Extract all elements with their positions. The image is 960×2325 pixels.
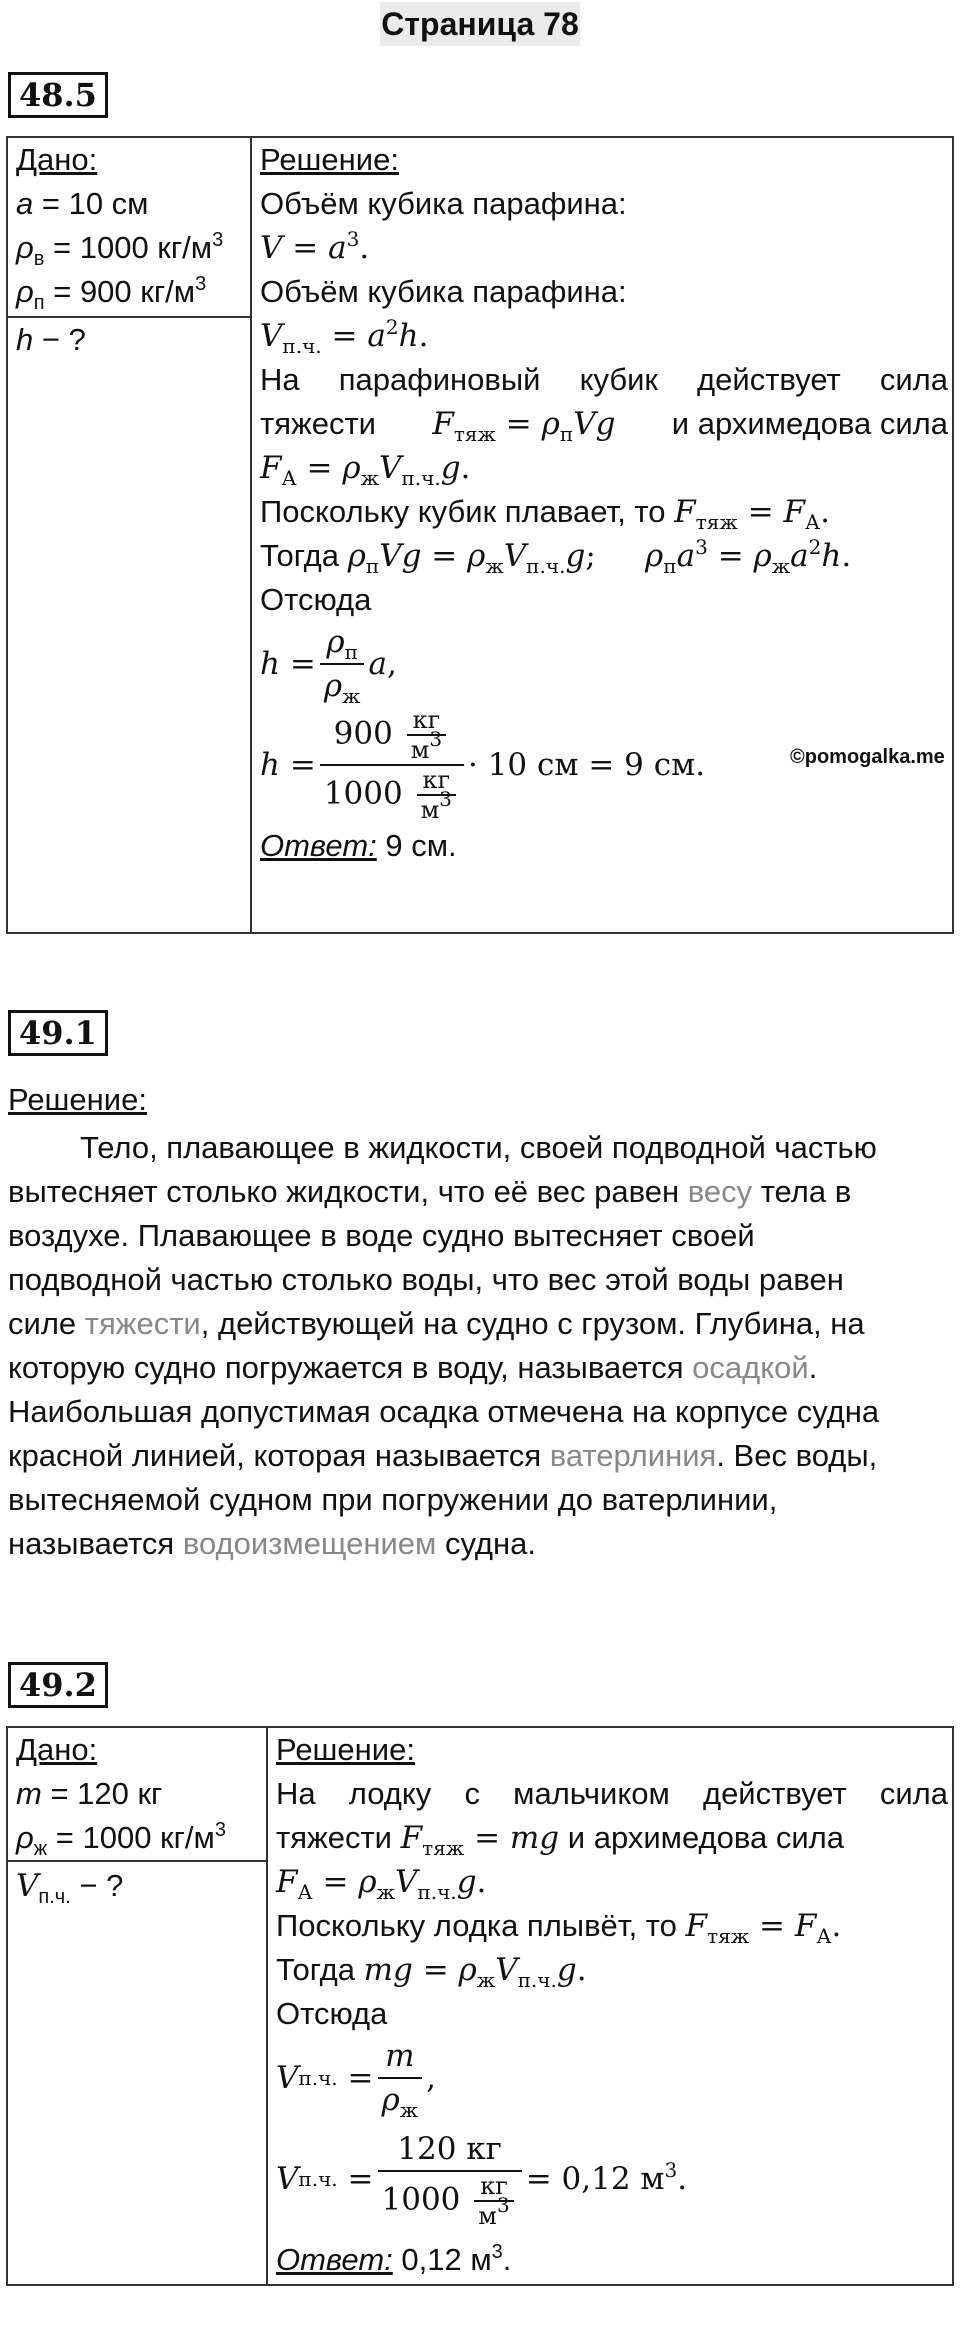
problem-49-2-table — [6, 1726, 954, 2286]
para-line: силе тяжести, действующей на судно с грузом. Глубина, на — [8, 1306, 865, 1341]
solution-text-gravity: тяжести $F_{тяж}$ = mg и архимедова сила — [276, 1820, 844, 1860]
para-line: вытесняемой судном при погружении до ватерлинии, — [8, 1482, 778, 1517]
para-line: которую судно погружается в воду, называется осадкой. — [8, 1350, 818, 1385]
solution-text: Объём кубика парафина: — [260, 186, 627, 221]
formula-volume: $V = a^3$. — [260, 227, 370, 266]
problem-48-5-table — [6, 136, 954, 934]
para-line: Наибольшая допустимая осадка отмечена на корпусе судна — [8, 1394, 880, 1429]
answer: Ответ: 9 см. — [260, 828, 457, 863]
solution-text: Отсюда — [260, 582, 372, 617]
formula-v-calc: V п.ч. = 120 кг 1000 $\frac{кг}{м^3}$ = 0,12 $м^3$. — [276, 2120, 948, 2238]
find-item: $V_{п.ч.}$ − ? — [16, 1868, 124, 1908]
para-line: Тело, плавающее в жидкости, своей подводной частью — [80, 1130, 877, 1165]
page-title: Страница 78 — [380, 2, 580, 46]
para-line: называется водоизмещением судна. — [8, 1526, 536, 1561]
find-item: h − ? — [16, 322, 86, 357]
given-title: Дано: — [16, 1732, 98, 1767]
given-block — [16, 138, 248, 362]
solution-title: Решение: — [276, 1732, 415, 1767]
given-item-a: a = 10 см — [16, 186, 149, 221]
solution-text-then: Тогда mg = $\rho_жV_{п.ч.}g$. — [276, 1952, 587, 1992]
formula-v: V п.ч. = $\frac{m}{\rho_ж}$ , — [276, 2036, 948, 2120]
problem-49-1-text — [8, 1078, 938, 1566]
given-title: Дано: — [16, 142, 98, 177]
solution-text: Отсюда — [276, 1996, 388, 2031]
given-item-rho-v: $\rho_в = 1000$ $кг/м^3$ — [16, 229, 224, 270]
given-item-rho-zh: $\rho_ж = 1000$ $кг/м^3$ — [16, 1819, 226, 1860]
formula-h: h = $\frac{\rho_п}{\rho_ж}$ a , — [260, 622, 948, 706]
given-item-rho-p: $\rho_п = 900$ $кг/м^3$ — [16, 273, 207, 314]
solution-text-float: Поскольку кубик плавает, то $F_{тяж} = F_А$. — [260, 494, 830, 534]
answer: Ответ: 0,12 $м^3$. — [276, 2241, 512, 2277]
solution-title: Решение: — [260, 142, 399, 177]
para-line: вытесняет столько жидкости, что её вес равен весу тела в — [8, 1174, 852, 1209]
given-block — [16, 1728, 264, 1908]
para-line: воздухе. Плавающее в воде судно вытесняет своей — [8, 1218, 755, 1253]
formula-submerged-volume: $V_{п.ч.} = a^2h$. — [260, 315, 429, 358]
solution-text-float: Поскольку лодка плывёт, то $F_{тяж} = F_А$. — [276, 1908, 842, 1948]
problem-number-48-5: 48.5 — [8, 72, 108, 118]
formula-archimedes: $F_А = \rho_жV_{п.ч.}g$. — [276, 1864, 487, 1904]
solution-block — [276, 1728, 948, 2282]
given-item-m: m = 120 кг — [16, 1776, 163, 1811]
solution-text: Объём кубика парафина: — [260, 274, 627, 309]
solution-text-then: Тогда $\rho_пVg = \rho_жV_{п.ч.}g$; $\rho_пa^3 = \rho_жa^2h$. — [260, 535, 852, 578]
solution-text-gravity: тяжести $F_{тяж} = \rho_пVg$ и архимедова сила — [260, 406, 948, 446]
solution-text: На лодку с мальчиком действует сила — [276, 1776, 948, 1811]
solution-title: Решение: — [8, 1082, 147, 1117]
formula-h-calc: h = 900 $\frac{кг}{м^3}$ 1000 $\frac{кг}{м^3}$ · 10 см = 9 см. — [260, 706, 706, 824]
formula-archimedes: $F_А = \rho_жV_{п.ч.}g$. — [260, 450, 471, 490]
para-line: красной линией, которая называется ватерлиния. Вес воды, — [8, 1438, 878, 1473]
problem-number-49-1: 49.1 — [8, 1010, 108, 1056]
solution-text: На парафиновый кубик действует сила — [260, 362, 948, 397]
problem-number-49-2: 49.2 — [8, 1662, 108, 1708]
watermark: ©pomogalka.me — [790, 746, 945, 768]
para-line: подводной частью столько воды, что вес этой воды равен — [8, 1262, 844, 1297]
